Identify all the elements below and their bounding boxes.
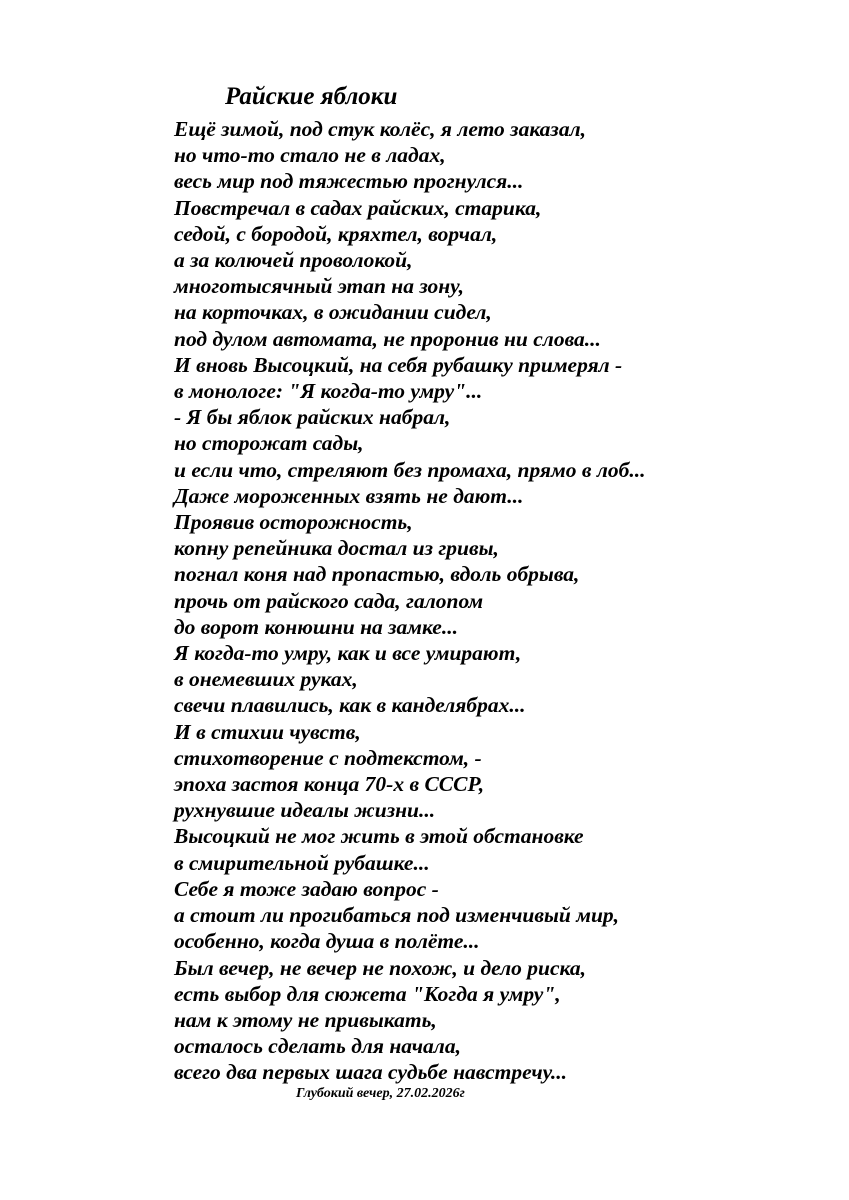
poem-line: до ворот конюшни на замке... <box>174 614 458 639</box>
poem-title: Райские яблоки <box>225 83 398 110</box>
poem-line: погнал коня над пропастью, вдоль обрыва, <box>174 562 580 587</box>
poem-line: - Я бы яблок райских набрал, <box>174 405 451 430</box>
poem-line: И в стихии чувств, <box>174 719 361 744</box>
poem-body <box>174 116 645 1086</box>
poem-line: рухнувшие идеалы жизни... <box>174 798 436 823</box>
poem-line: а за колючей проволокой, <box>174 248 413 273</box>
poem-line: всего два первых шага судьбе навстречу... <box>174 1060 567 1085</box>
poem-line: на корточках, в ожидании сидел, <box>174 300 492 325</box>
poem-line: свечи плавились, как в канделябрах... <box>174 693 526 718</box>
poem-line: под дулом автомата, не проронив ни слова... <box>174 326 601 351</box>
poem-line: седой, с бородой, кряхтел, ворчал, <box>174 221 498 246</box>
poem-line: и если что, стреляют без промаха, прямо в лоб... <box>174 457 646 482</box>
poem-line: эпоха застоя конца 70-х в СССР, <box>174 772 485 797</box>
poem-line: Себе я тоже задаю вопрос - <box>174 876 439 901</box>
poem-line: в онемевших руках, <box>174 667 358 692</box>
poem-line: И вновь Высоцкий, на себя рубашку примерял - <box>174 352 623 377</box>
poem-line: Даже мороженных взять не дают... <box>174 483 524 508</box>
poem-line: копну репейника достал из гривы, <box>174 536 499 561</box>
poem-line: есть выбор для сюжета "Когда я умру", <box>174 981 561 1006</box>
poem-signature: Глубокий вечер, 27.02.2026г <box>296 1086 465 1101</box>
poem-line: нам к этому не привыкать, <box>174 1007 437 1032</box>
poem-line: стихотворение с подтекстом, - <box>174 745 482 770</box>
poem-line: в смирительной рубашке... <box>174 850 430 875</box>
poem-line: Был вечер, не вечер не похож, и дело риска, <box>174 955 587 980</box>
poem-line: Повстречал в садах райских, старика, <box>174 195 542 220</box>
poem-line: но что-то стало не в ладах, <box>174 143 446 168</box>
poem-line: Высоцкий не мог жить в этой обстановке <box>174 824 584 849</box>
poem-line: а стоит ли прогибаться под изменчивый мир, <box>174 903 620 928</box>
poem-line: Ещё зимой, под стук колёс, я лето заказал, <box>174 117 586 141</box>
poem-line: весь мир под тяжестью прогнулся... <box>174 169 524 194</box>
poem-line: в монологе: "Я когда-то умру"... <box>174 379 483 404</box>
poem-line: но сторожат сады, <box>174 431 364 456</box>
poem-line: Я когда-то умру, как и все умирают, <box>174 641 522 666</box>
poem-line: Проявив осторожность, <box>174 510 413 535</box>
poem-line: прочь от райского сада, галопом <box>174 588 484 613</box>
poem-line: осталось сделать для начала, <box>174 1034 461 1059</box>
poem-line: многотысячный этап на зону, <box>174 274 464 299</box>
poem-line: особенно, когда душа в полёте... <box>174 929 480 954</box>
